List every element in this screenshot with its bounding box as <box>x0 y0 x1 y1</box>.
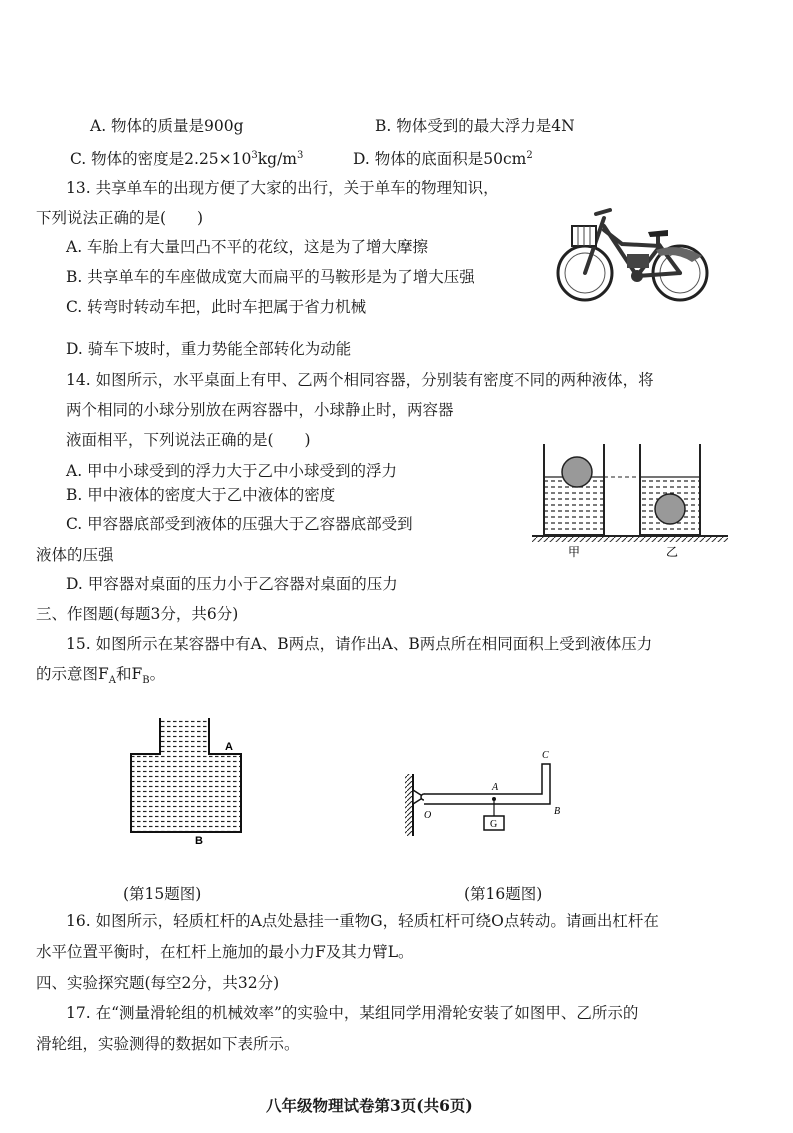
ball-in-jia <box>562 457 592 487</box>
q13-option-c: C. 转弯时转动车把，此时车把属于省力机械 <box>66 298 367 316</box>
q16-stem-line2: 水平位置平衡时，在杠杆上施加的最小力F及其力臂L。 <box>36 943 414 961</box>
q14-option-c-line1: C. 甲容器底部受到液体的压强大于乙容器底部受到 <box>66 515 413 533</box>
fig15-caption: (第15题图) <box>123 885 202 903</box>
fig15-label-b: B <box>195 835 203 847</box>
q13-option-d: D. 骑车下坡时，重力势能全部转化为动能 <box>66 340 352 358</box>
q12-option-d-exp: 2 <box>526 150 533 161</box>
q14-option-d: D. 甲容器对桌面的压力小于乙容器对桌面的压力 <box>66 575 398 593</box>
fig16-lever <box>402 746 574 846</box>
q14-stem-line1: 14. 如图所示，水平桌面上有甲、乙两个相同容器，分别装有密度不同的两种液体，将 <box>66 371 654 389</box>
fig16-point-a <box>492 797 496 801</box>
label-jia: 甲 <box>568 545 581 559</box>
section-3-title: 三、作图题(每题3分，共6分) <box>36 605 239 623</box>
fig16-lever-bar <box>424 764 550 804</box>
q15-stem-and: 和F <box>116 665 143 683</box>
fig16-label-o: O <box>424 810 432 821</box>
q12-option-d <box>353 146 533 169</box>
fig16-label-b: B <box>554 806 561 817</box>
q13-option-b: B. 共享单车的车座做成宽大而扁平的马鞍形是为了增大压强 <box>66 268 475 286</box>
q14-stem-line3: 液面相平，下列说法正确的是( ) <box>66 431 311 449</box>
q12-option-c <box>70 146 303 169</box>
q12-option-c-unit: kg/m <box>257 150 297 169</box>
q15-stem-text: 的示意图F <box>36 665 109 683</box>
label-yi: 乙 <box>666 545 679 559</box>
q12-option-a: A. 物体的质量是900g <box>90 117 244 135</box>
q17-stem-line1: 17. 在“测量滑轮组的机械效率”的实验中，某组同学用滑轮安装了如图甲、乙所示的 <box>66 1004 639 1022</box>
q12-option-c-exp: 3 <box>251 150 258 161</box>
fig15-liquid <box>131 718 241 832</box>
fig16-label-g: G <box>490 819 498 830</box>
q13-stem-line1: 13. 共享单车的出现方便了大家的出行，关于单车的物理知识， <box>66 179 499 197</box>
fig16-label-a: A <box>492 782 499 793</box>
q12-option-c-exp2: 3 <box>297 150 304 161</box>
page-footer: 八年级物理试卷第3页(共6页) <box>266 1096 473 1115</box>
q16-stem-line1: 16. 如图所示，轻质杠杆的A点处悬挂一重物G，轻质杠杆可绕O点转动。请画出杠杆在 <box>66 912 659 930</box>
bicycle-figure <box>552 204 717 306</box>
q12-option-c-text: C. 物体的密度是2.25×10 <box>70 150 252 169</box>
q15-stem-line2 <box>36 664 165 691</box>
fig15-container <box>125 714 250 849</box>
q17-stem-line2: 滑轮组，实验测得的数据如下表所示。 <box>36 1035 300 1053</box>
bicycle-seat-icon <box>648 230 668 237</box>
fig16-label-c: C <box>542 750 549 761</box>
q15-stem-end: 。 <box>149 665 166 683</box>
fig16-caption: (第16题图) <box>464 885 543 903</box>
q13-stem-line2: 下列说法正确的是( ) <box>36 209 204 227</box>
q12-option-b: B. 物体受到的最大浮力是4N <box>375 117 575 135</box>
q15-sub-a: A <box>108 675 116 687</box>
q12-option-d-text: D. 物体的底面积是50cm <box>353 150 527 169</box>
fig15-label-a: A <box>225 741 233 753</box>
q15-sub-b: B <box>142 675 150 687</box>
fig16-wall <box>405 774 413 836</box>
q14-option-a: A. 甲中小球受到的浮力大于乙中小球受到的浮力 <box>66 462 398 480</box>
q15-stem-line1: 15. 如图所示在某容器中有A、B两点，请作出A、B两点所在相同面积上受到液体压力 <box>66 635 653 653</box>
ball-in-yi <box>655 494 685 524</box>
q14-stem-line2: 两个相同的小球分别放在两容器中，小球静止时，两容器 <box>66 401 454 419</box>
q13-option-a: A. 车胎上有大量凹凸不平的花纹，这是为了增大摩擦 <box>66 238 429 256</box>
two-containers-figure <box>530 442 730 562</box>
q14-option-c-line2: 液体的压强 <box>36 546 114 564</box>
q14-option-b: B. 甲中液体的密度大于乙中液体的密度 <box>66 486 336 504</box>
section-4-title: 四、实验探究题(每空2分，共32分) <box>36 974 280 992</box>
